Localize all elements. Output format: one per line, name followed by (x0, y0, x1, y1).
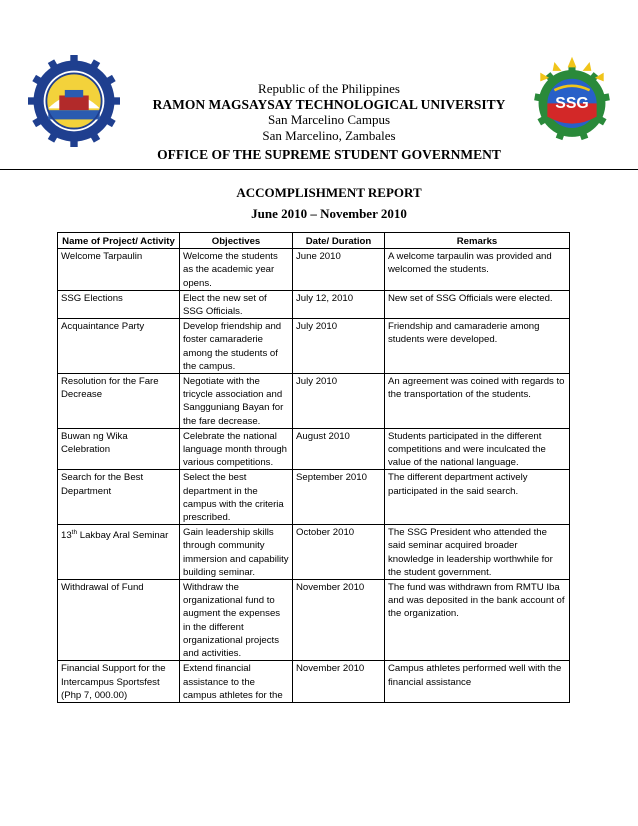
cell-remarks: Campus athletes performed well with the financial assistance (385, 661, 570, 703)
cell-remarks: An agreement was coined with regards to the transportation of the students. (385, 374, 570, 429)
cell-date: June 2010 (293, 249, 385, 291)
cell-remarks: Students participated in the different competitions and were inculcated the value of the national language. (385, 428, 570, 470)
header-objectives: Objectives (180, 233, 293, 249)
cell-project: Withdrawal of Fund (58, 580, 180, 661)
cell-remarks: A welcome tarpaulin was provided and welcomed the students. (385, 249, 570, 291)
office-name: OFFICE OF THE SUPREME STUDENT GOVERNMENT (157, 147, 501, 162)
cell-date: July 2010 (293, 319, 385, 374)
table-row (58, 428, 570, 470)
cell-project: Acquaintance Party (58, 319, 180, 374)
table-row (58, 580, 570, 661)
cell-objectives: Withdraw the organizational fund to augment the expenses in the different organizational projects and activities. (180, 580, 293, 661)
cell-objectives: Develop friendship and foster camaraderie among the students of the campus. (180, 319, 293, 374)
cell-objectives: Extend financial assistance to the campus athletes for the (180, 661, 293, 703)
table-row (58, 319, 570, 374)
cell-project: Financial Support for the Intercampus Sportsfest (Php 7, 000.00) (58, 661, 180, 703)
table-row (58, 290, 570, 318)
table-row (58, 525, 570, 580)
cell-project (58, 525, 180, 580)
cell-objectives: Welcome the students as the academic year opens. (180, 249, 293, 291)
campus-name: San Marcelino Campus (267, 112, 391, 127)
cell-project: Buwan ng Wika Celebration (58, 428, 180, 470)
ordinal-suffix: th (71, 529, 78, 537)
cell-date: October 2010 (293, 525, 385, 580)
cell-remarks: The different department actively participated in the said search. (385, 470, 570, 525)
table-header-row (58, 233, 570, 249)
cell-objectives: Select the best department in the campus with the criteria prescribed. (180, 470, 293, 525)
cell-objectives: Gain leadership skills through community immersion and capability building seminar. (180, 525, 293, 580)
cell-date: July 2010 (293, 374, 385, 429)
table-row (58, 249, 570, 291)
report-heading (120, 182, 538, 224)
project-name-rest: Lakbay Aral Seminar (77, 530, 169, 542)
cell-project: SSG Elections (58, 290, 180, 318)
republic-line: Republic of the Philippines (258, 81, 400, 96)
campus-address: San Marcelino, Zambales (262, 127, 396, 143)
cell-date: November 2010 (293, 580, 385, 661)
university-seal-logo (28, 55, 120, 147)
cell-date: November 2010 (293, 661, 385, 703)
table-row (58, 374, 570, 429)
table-row (58, 470, 570, 525)
university-name: RAMON MAGSAYSAY TECHNOLOGICAL UNIVERSITY (152, 96, 506, 112)
cell-objectives: Celebrate the national language month through various competitions. (180, 428, 293, 470)
letterhead (120, 81, 538, 143)
cell-project: Resolution for the Fare Decrease (58, 374, 180, 429)
table-row (58, 661, 570, 703)
cell-project: Welcome Tarpaulin (58, 249, 180, 291)
cell-project: Search for the Best Department (58, 470, 180, 525)
cell-objectives: Negotiate with the tricycle association and Sangguniang Bayan for the fare decrease. (180, 374, 293, 429)
cell-remarks: New set of SSG Officials were elected. (385, 290, 570, 318)
header-divider (0, 169, 638, 170)
header-project: Name of Project/ Activity (58, 233, 180, 249)
cell-objectives: Elect the new set of SSG Officials. (180, 290, 293, 318)
cell-remarks: The fund was withdrawn from RMTU Iba and was deposited in the bank account of the organization. (385, 580, 570, 661)
report-title: ACCOMPLISHMENT REPORT (236, 185, 422, 200)
ordinal-number: 13 (61, 530, 72, 542)
accomplishment-table (57, 232, 570, 703)
svg-text:SSG: SSG (555, 94, 589, 112)
cell-date: July 12, 2010 (293, 290, 385, 318)
cell-remarks: The SSG President who attended the said seminar acquired broader knowledge in leadership worthwhile for the student government. (385, 525, 570, 580)
report-period: June 2010 – November 2010 (251, 206, 407, 221)
cell-remarks: Friendship and camaraderie among students were developed. (385, 319, 570, 374)
ssg-logo (528, 55, 616, 143)
header-remarks: Remarks (385, 233, 570, 249)
header-date: Date/ Duration (293, 233, 385, 249)
cell-date: September 2010 (293, 470, 385, 525)
cell-date: August 2010 (293, 428, 385, 470)
